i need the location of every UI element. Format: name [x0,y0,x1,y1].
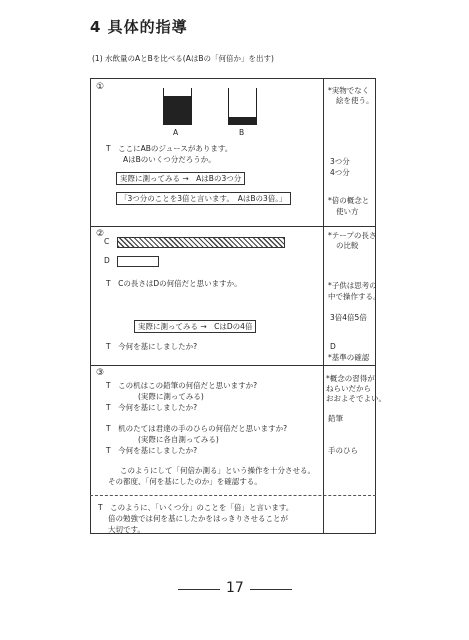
s2-note-2b: 中で操作する。 [328,292,381,301]
s4-line-3: 大切です。 [108,525,145,534]
section-1-number: ① [96,82,105,92]
section-3-number: ③ [96,368,105,378]
s1-measure-box: 実際に測ってみる → AはBの3つ分 [116,172,245,185]
page-number: 17 [226,580,244,596]
s2-note-1b: の比較 [336,241,359,250]
s2-question-1: T Cの長さはDの何倍だと思いますか。 [106,279,242,288]
page-title: 4 具体的指導 [90,18,188,36]
beaker-b-label: B [239,128,245,137]
s3-line-1: T この机はこの鉛筆の何倍だと思いますか? [106,381,258,390]
s2-note-1a: *テープの長さ [328,231,377,240]
tape-c-label: C [104,237,110,246]
s1-note-2: 3つ分 [330,157,350,166]
s3-line-8: その都度、「何を基にしたのか」を確認する。 [108,477,262,486]
s4-line-1: T このように、「いくつ分」のことを「倍」と言います。 [98,503,294,512]
s1-question-2: AはBのいくつ分だろうか。 [123,155,216,164]
row-divider-1 [90,226,376,227]
s3-line-6: T 今何を基にしましたか? [106,446,198,455]
s1-note-1b: 絵を使う。 [336,96,374,105]
row-divider-2 [90,365,376,366]
page-number-rule-right [250,589,292,590]
section-2-number: ② [96,229,105,239]
page-number-rule-left [178,589,220,590]
s1-note-4b: 使い方 [336,207,359,216]
s2-question-2: T 今何を基にしましたか? [106,342,198,351]
s2-measure-box: 実際に測ってみる → CはDの4倍 [134,320,256,333]
s1-definition-box: 「3つ分のことを3倍と言います。 AはBの3倍。」 [116,192,291,205]
s3-note-1c: おおよそでよい。 [326,394,386,403]
s1-note-3: 4つ分 [330,168,350,177]
s4-line-2: 倍の勉強では何を基にしたかをはっきりさせることが [108,514,288,523]
tape-d-label: D [104,256,110,265]
section-subtitle: (1) 水飲量のAとBを比べる(AはBの「何倍か」を出す) [92,54,274,63]
s1-note-4a: *倍の概念と [328,196,370,205]
s3-line-5: (実際に各自測ってみる) [138,435,219,444]
s3-note-1a: *概念の習得が [326,374,375,383]
s1-note-1a: *実物でなく [328,86,370,95]
s3-note-1b: ねらいだから [326,384,371,393]
notes-column-divider [323,78,324,534]
s2-note-5: *基準の確認 [328,353,370,362]
s3-note-2: 鉛筆 [328,414,343,423]
s2-note-4: D [330,342,336,351]
s3-line-7: このようにして「何倍か測る」という操作を十分させる。 [120,466,315,475]
beaker-a-label: A [173,128,179,137]
s3-line-2: (実際に測ってみる) [138,392,204,401]
beaker-b [228,88,257,125]
juice-a [164,96,191,124]
juice-b [229,117,256,124]
s1-question-1: T ここにABのジュースがあります。 [106,144,233,153]
s2-note-2a: *子供は思考の [328,281,377,290]
s3-note-3: 手のひら [328,446,358,455]
row-divider-3 [90,495,376,496]
tape-d [117,256,159,267]
beaker-a [163,88,192,125]
tape-c [117,237,285,248]
s3-line-3: T 今何を基にしましたか? [106,403,198,412]
s2-note-3: 3倍4倍5倍 [330,313,367,322]
s3-line-4: T 机のたては君達の手のひらの何倍だと思いますか? [106,424,288,433]
